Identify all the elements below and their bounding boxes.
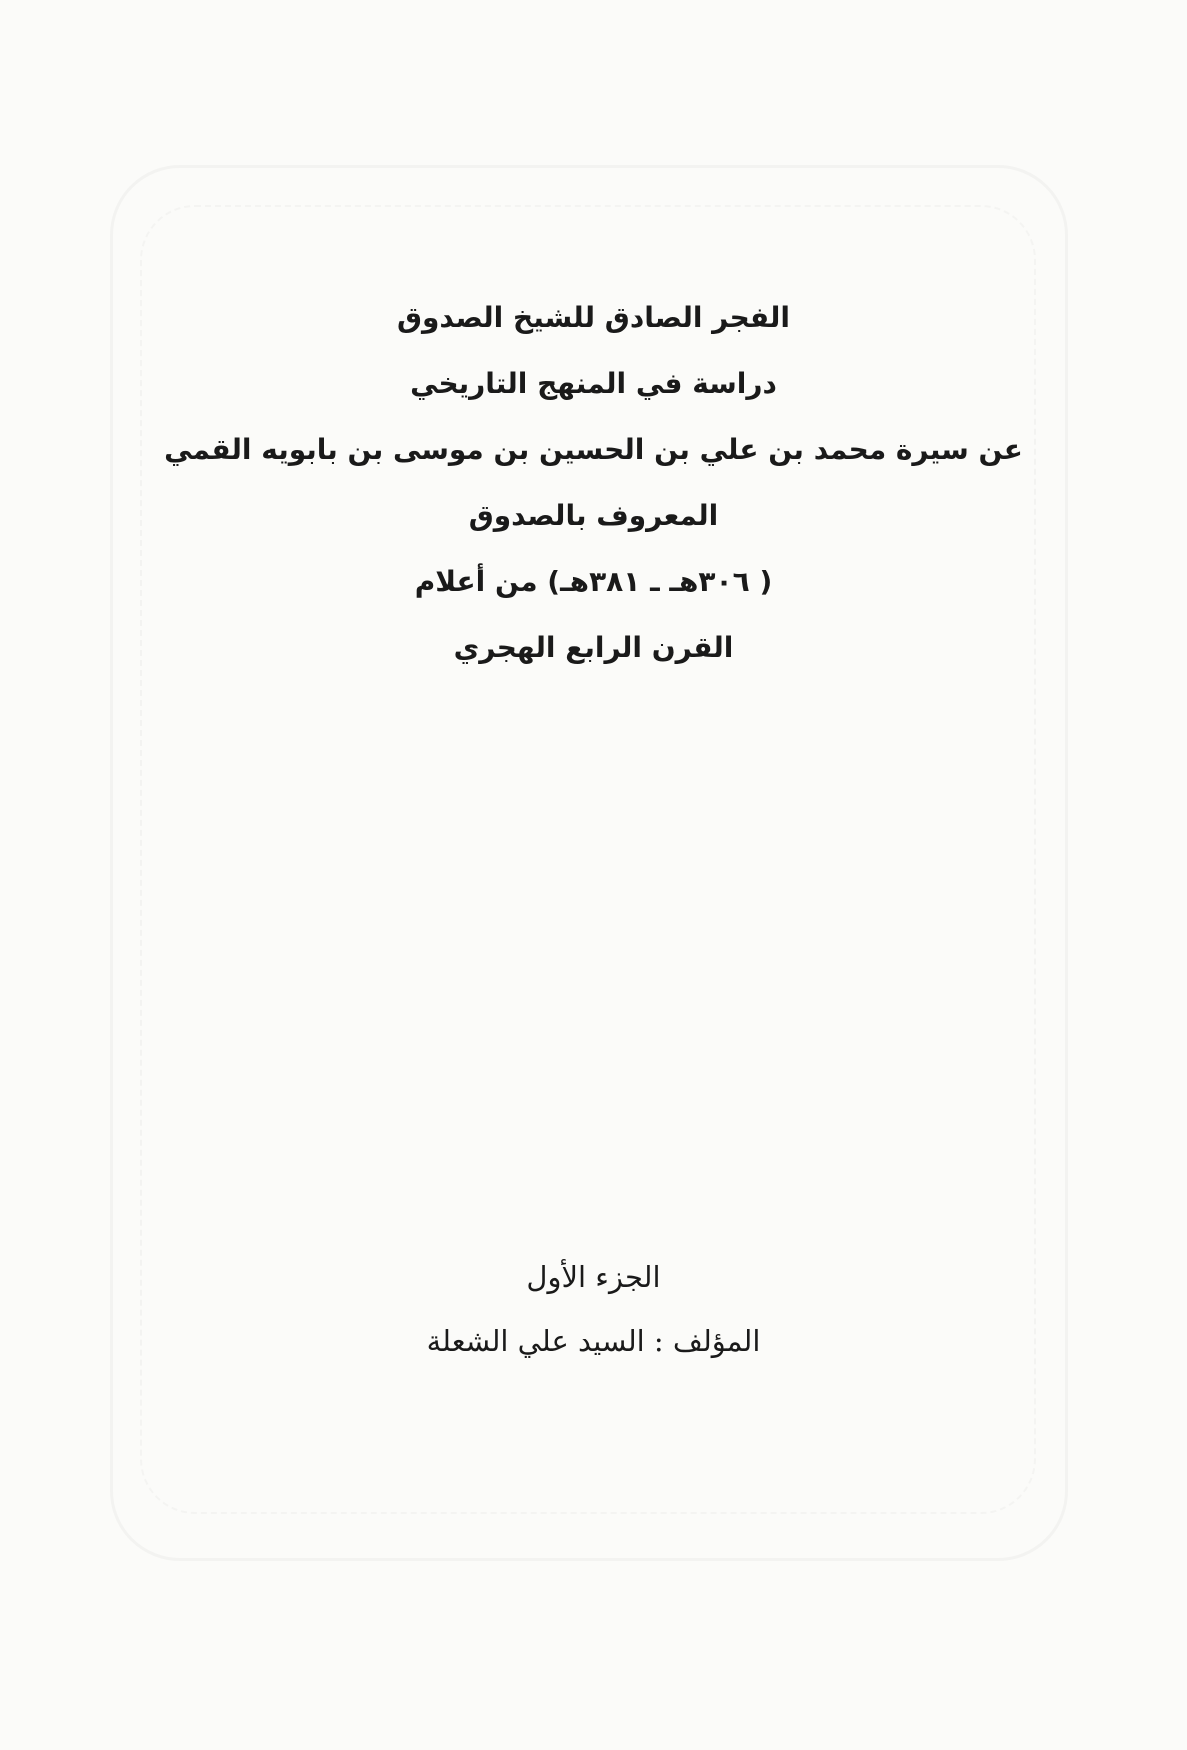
volume-block	[0, 1245, 1187, 1373]
volume-label: الجزء الأول	[526, 1260, 661, 1294]
subtitle-known-as: المعروف بالصدوق	[468, 499, 719, 532]
title-block	[0, 285, 1187, 681]
subtitle-century: القرن الرابع الهجري	[453, 631, 734, 664]
author-label: المؤلف : السيد علي الشعلة	[426, 1324, 761, 1358]
subtitle-dates: ( ٣٠٦هـ ـ ٣٨١هـ) من أعلام	[414, 565, 773, 598]
book-title: الفجر الصادق للشيخ الصدوق	[396, 301, 791, 334]
subtitle-subject: عن سيرة محمد بن علي بن الحسين بن موسى بن بابويه القمي	[164, 433, 1023, 466]
subtitle-study: دراسة في المنهج التاريخي	[410, 367, 777, 400]
